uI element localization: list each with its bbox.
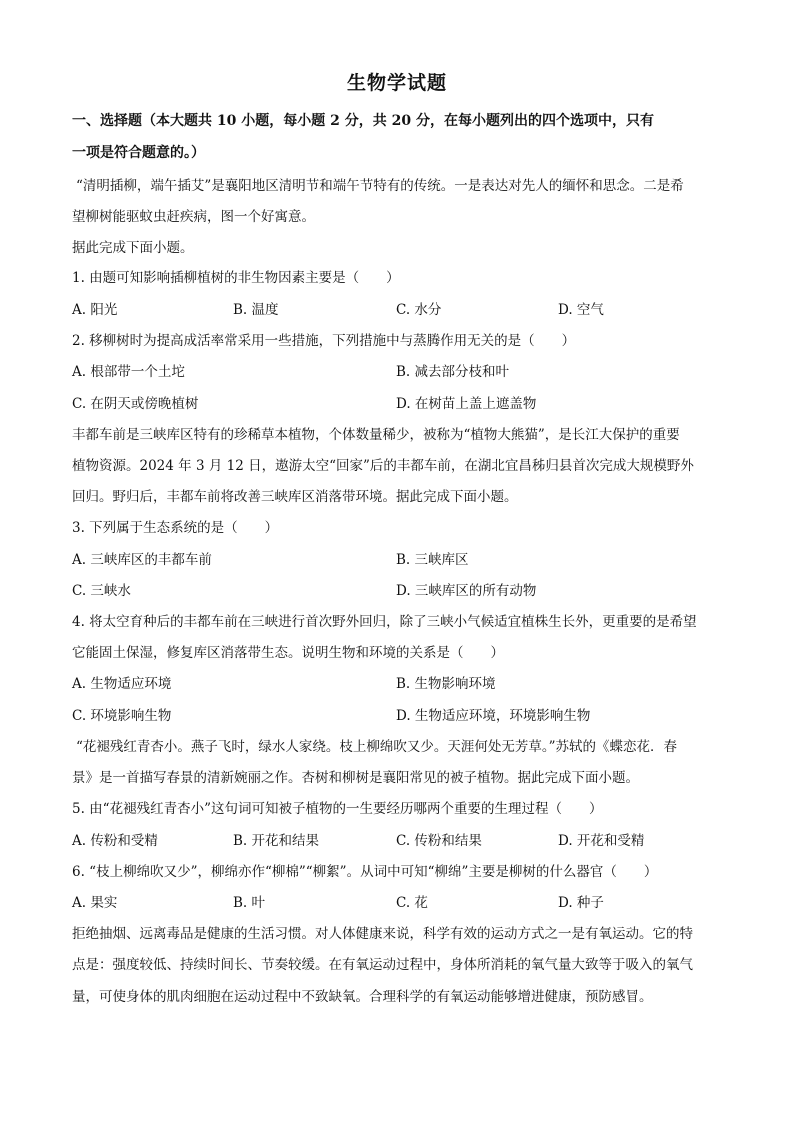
q2-option-c: C. 在阴天或傍晚植树 [72, 396, 199, 412]
q4-option-b: B. 生物影响环境 [396, 676, 496, 692]
passage1-line1: “清明插柳，端午插艾”是襄阳地区清明节和端午节特有的传统。一是表达对先人的缅怀和思念。二是希 [76, 178, 684, 194]
q1-option-a: A. 阳光 [72, 302, 118, 318]
q5-stem: 5. 由“花褪残红青杏小”这句词可知被子植物的一生要经历哪两个重要的生理过程（ ） [72, 801, 603, 817]
passage1-line3: 据此完成下面小题。 [72, 240, 194, 256]
passage2-line2: 植物资源。2024 年 3 月 12 日，遨游太空“回家”后的丰都车前，在湖北宜昌秭归县首次完成大规模野外 [72, 458, 694, 474]
section-heading-line1: 一、选择题（本大题共 10 小题，每小题 2 分，共 20 分，在每小题列出的四个选项中，只有 [72, 113, 654, 129]
q4-stem-line1: 4. 将太空育种后的丰都车前在三峡进行首次野外回归，除了三峡小气候适宜植株生长外，更重要的是希望 [72, 614, 697, 630]
q6-option-a: A. 果实 [72, 895, 118, 911]
section-heading-line2: 一项是符合题意的。） [72, 145, 205, 161]
q3-option-c: C. 三峡水 [72, 583, 131, 599]
q3-stem: 3. 下列属于生态系统的是（ ） [72, 520, 279, 536]
q2-stem: 2. 移柳树时为提高成活率常采用一些措施，下列措施中与蒸腾作用无关的是（ ） [72, 333, 576, 349]
q6-option-b: B. 叶 [233, 895, 266, 911]
passage3-line2: 景》是一首描写春景的清新婉丽之作。杏树和柳树是襄阳常见的被子植物。据此完成下面小题。 [72, 770, 639, 786]
q4-option-c: C. 环境影响生物 [72, 708, 172, 724]
passage2-line1: 丰都车前是三峡库区特有的珍稀草本植物，个体数量稀少，被称为“植物大熊猫”，是长江大保护的重要 [72, 427, 680, 443]
q2-option-a: A. 根部带一个土坨 [72, 364, 185, 380]
q3-option-b: B. 三峡库区 [396, 552, 469, 568]
q6-stem: 6. “枝上柳绵吹又少”，柳绵亦作“柳棉”“柳絮”。从词中可知“柳绵”主要是柳树的什么器官（ ） [72, 864, 658, 880]
q5-option-c: C. 传粉和结果 [396, 833, 482, 849]
q3-option-a: A. 三峡库区的丰都车前 [72, 552, 212, 568]
q1-option-c: C. 水分 [396, 302, 442, 318]
passage4-line3: 量，可使身体的肌肉细胞在运动过程中不致缺氧。合理科学的有氧运动能够增进健康，预防感冒。 [72, 989, 653, 1005]
q4-option-d: D. 生物适应环境，环境影响生物 [396, 708, 591, 724]
q2-option-d: D. 在树苗上盖上遮盖物 [396, 396, 537, 412]
passage3-line1: “花褪残红青杏小。燕子飞时，绿水人家绕。枝上柳绵吹又少。天涯何处无芳草。”苏轼的《蝶恋花．春 [76, 739, 678, 755]
passage4-line1: 拒绝抽烟、远离毒品是健康的生活习惯。对人体健康来说，科学有效的运动方式之一是有氧运动。它的特 [72, 926, 693, 942]
q6-option-c: C. 花 [396, 895, 428, 911]
q6-option-d: D. 种子 [558, 895, 604, 911]
passage4-line2: 点是：强度较低、持续时间长、节奏较缓。在有氧运动过程中，身体所消耗的氧气量大致等于吸入的氧气 [72, 957, 693, 973]
q2-option-b: B. 减去部分枝和叶 [396, 364, 510, 380]
q3-option-d: D. 三峡库区的所有动物 [396, 583, 537, 599]
passage1-line2: 望柳树能驱蚊虫赶疾病，图一个好寓意。 [72, 209, 315, 225]
q1-option-d: D. 空气 [558, 302, 604, 318]
q4-option-a: A. 生物适应环境 [72, 676, 172, 692]
q5-option-d: D. 开花和受精 [558, 833, 645, 849]
page-title: 生物学试题 [346, 72, 447, 94]
q1-option-b: B. 温度 [233, 302, 279, 318]
q1-stem: 1. 由题可知影响插柳植树的非生物因素主要是（ ） [72, 270, 400, 286]
q5-option-a: A. 传粉和受精 [72, 833, 158, 849]
passage2-line3: 回归。野归后，丰都车前将改善三峡库区消落带环境。据此完成下面小题。 [72, 489, 518, 505]
q4-stem-line2: 它能固土保湿，修复库区消落带生态。说明生物和环境的关系是（ ） [72, 645, 504, 661]
q5-option-b: B. 开花和结果 [233, 833, 320, 849]
